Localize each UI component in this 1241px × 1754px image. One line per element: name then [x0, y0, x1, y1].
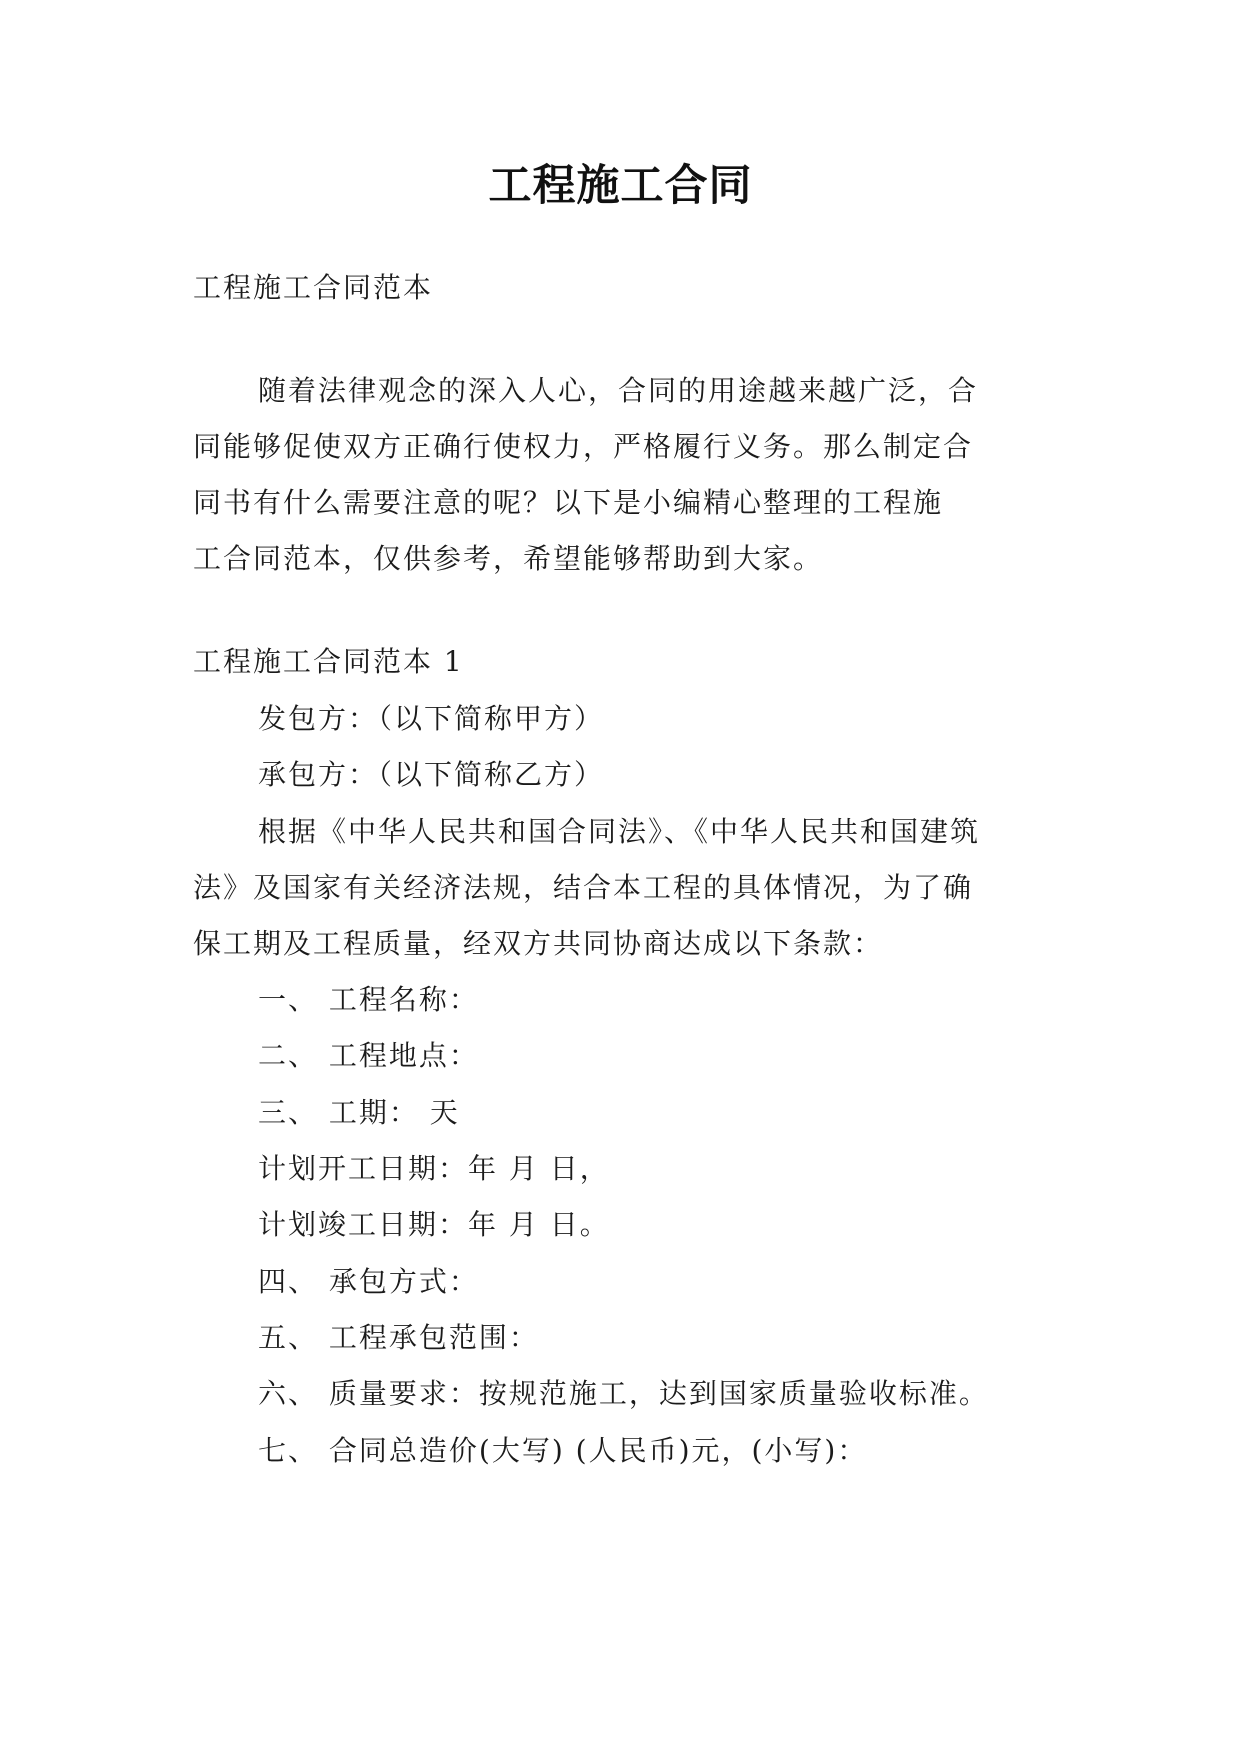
clause-total-price: 七、 合同总造价(大写) (人民币)元，(小写)： — [258, 1434, 868, 1467]
basis-line: 法》及国家有关经济法规，结合本工程的具体情况，为了确 — [193, 871, 974, 904]
intro-line: 同书有什么需要注意的呢？以下是小编精心整理的工程施 — [193, 486, 944, 519]
clause-project-location: 二、 工程地点： — [258, 1039, 479, 1072]
clause-quality: 六、 质量要求：按规范施工，达到国家质量验收标准。 — [258, 1377, 989, 1410]
basis-line: 保工期及工程质量，经双方共同协商达成以下条款： — [193, 927, 884, 960]
clause-contract-method: 四、 承包方式： — [258, 1265, 479, 1298]
intro-line: 随着法律观念的深入人心，合同的用途越来越广泛，合 — [258, 374, 979, 407]
intro-line: 同能够促使双方正确行使权力，严格履行义务。那么制定合 — [193, 430, 974, 463]
document-title: 工程施工合同 — [488, 161, 753, 211]
clause-duration: 三、 工期： 天 — [258, 1096, 460, 1129]
contractor-party: 承包方：（以下简称乙方） — [258, 758, 605, 791]
document-subtitle: 工程施工合同范本 — [193, 271, 434, 304]
intro-line: 工合同范本，仅供参考，希望能够帮助到大家。 — [193, 542, 824, 575]
basis-line: 根据《中华人民共和国合同法》、《中华人民共和国建筑 — [258, 815, 981, 848]
clause-project-name: 一、 工程名称： — [258, 983, 479, 1016]
section-heading: 工程施工合同范本 1 — [193, 645, 464, 678]
clause-start-date: 计划开工日期：年 月 日， — [258, 1152, 610, 1185]
employer-party: 发包方：（以下简称甲方） — [258, 702, 605, 735]
clause-end-date: 计划竣工日期：年 月 日。 — [258, 1208, 610, 1241]
clause-scope: 五、 工程承包范围： — [258, 1321, 539, 1354]
